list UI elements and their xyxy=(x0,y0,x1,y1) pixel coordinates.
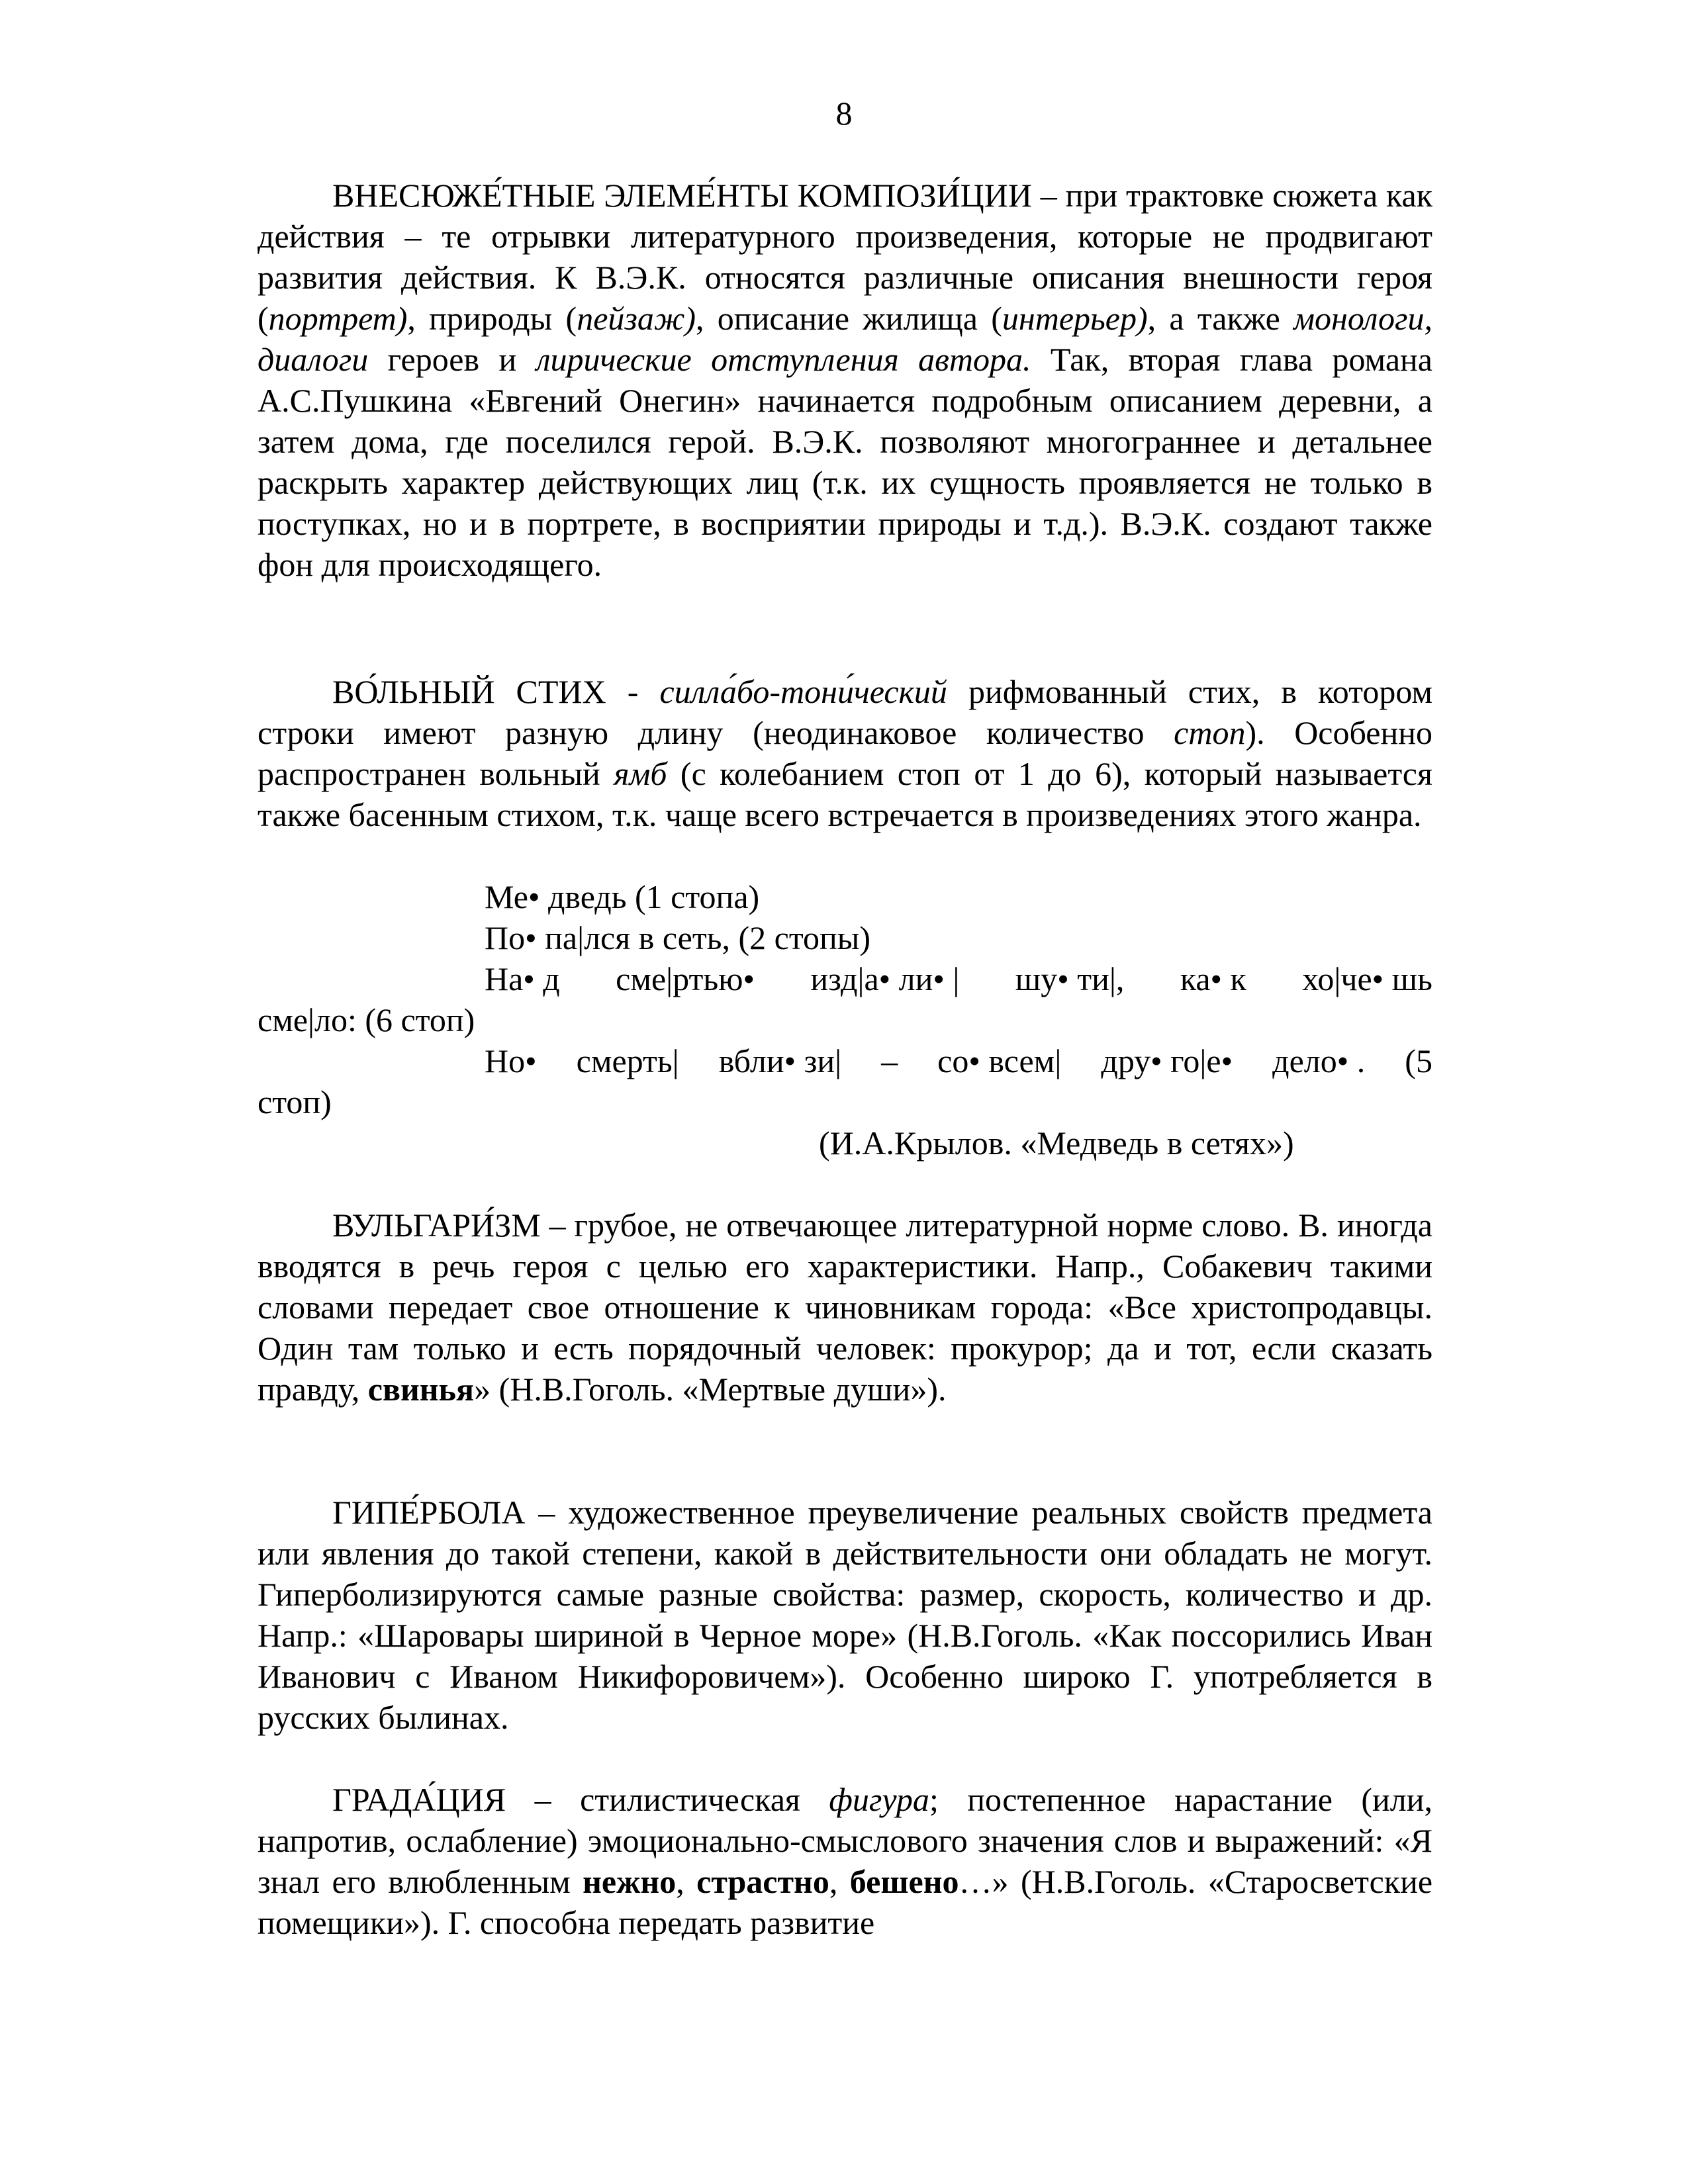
entry-term: ГИПЕ́РБОЛА xyxy=(332,1494,526,1531)
entry-volny-stikh: ВО́ЛЬНЫЙ СТИХ - силла́бо-тони́ческий рифмованный стих, в котором строки имеют разную длину (неодинаковое количество стоп). Особенно распространен вольный ямб (с колебанием стоп от 1 до 6), который называется также басенным стихом, т.к. чаще всего встречается в произведениях этого жанра. xyxy=(258,673,1433,833)
verse-source: (И.А.Крылов. «Медведь в сетях») xyxy=(819,1124,1294,1161)
term-reference: пейзаж) xyxy=(577,300,696,337)
emphasis: страстно xyxy=(696,1863,829,1900)
emphasis: свинья xyxy=(367,1371,475,1408)
term-reference: стоп xyxy=(1174,714,1246,751)
term-reference: лирические отступления автора. xyxy=(536,341,1031,378)
entry-gradatsiya: ГРАДА́ЦИЯ – стилистическая фигура; постепенное нарастание (или, напротив, ослабление) эмоционально-смыслового значения слов и выражений: «Я знал его влюбленным нежно, страстно, бешено…» (Н.В.Гоголь. «Старосветские помещики»). Г. способна передать развитие xyxy=(258,1781,1433,1941)
verse-line: Но• смерть| вбли• зи| – со• всем| дру• го|е• дело• . (5 xyxy=(485,1042,1432,1079)
entry-term: ВУЛЬГАРИ́ЗМ xyxy=(332,1206,541,1244)
term-reference: монологи, диалоги xyxy=(258,300,1432,378)
term-reference: портрет) xyxy=(268,300,408,337)
verse-line: сме|ло: (6 стоп) xyxy=(258,1001,475,1038)
entry-vnesyuzhetnye-elementy: ВНЕСЮЖЕ́ТНЫЕ ЭЛЕМЕ́НТЫ КОМПОЗИ́ЦИИ – при трактовке сюжета как действия – те отрывки литературного произведения, которые не продвигают развития действия. К В.Э.К. относятся различные описания внешности героя (портрет), природы (пейзаж), описание жилища (интерьер), а также монологи, диалоги героев и лирические отступления автора. Так, вторая глава романа А.С.Пушкина «Евгений Онегин» начинается подробным описанием деревни, а затем дома, где поселился герой. В.Э.К. позволяют многограннее и детальнее раскрыть характер действующих лиц (т.к. их сущность проявляется не только в поступках, но и в портрете, в восприятии природы и т.д.). В.Э.К. создают также фон для происходящего. xyxy=(258,177,1432,583)
page-number: 8 xyxy=(835,95,853,132)
verse-example xyxy=(258,876,1432,1122)
term-reference: фигура xyxy=(829,1781,929,1818)
term-reference: интерьер) xyxy=(1002,300,1148,337)
emphasis: нежно xyxy=(583,1863,677,1900)
term-reference: силла́бо-тони́ческий xyxy=(659,673,947,710)
verse-line: Ме• дведь (1 стопа) xyxy=(485,878,760,915)
verse-line: На• д сме|ртью• изд|а• ли• | шу• ти|, ка• к хо|че• шь xyxy=(485,960,1432,997)
entry-term: ВНЕСЮЖЕ́ТНЫЕ ЭЛЕМЕ́НТЫ КОМПОЗИ́ЦИИ xyxy=(332,177,1032,214)
entry-term: ВО́ЛЬНЫЙ СТИХ xyxy=(332,673,606,710)
entry-giperbola: ГИПЕ́РБОЛА – художественное преувеличение реальных свойств предмета или явления до такой степени, какой в действительности они обладать не могут. Гиперболизируются самые разные свойства: размер, скорость, количество и др. Напр.: «Шаровары шириной в Черное море» (Н.В.Гоголь. «Как поссорились Иван Иванович с Иваном Никифоровичем»). Особенно широко Г. употребляется в русских былинах. xyxy=(258,1494,1432,1736)
entry-term: ГРАДА́ЦИЯ xyxy=(332,1781,506,1818)
verse-line: стоп) xyxy=(258,1083,332,1120)
entry-vulgarizm: ВУЛЬГАРИ́ЗМ – грубое, не отвечающее литературной норме слово. В. иногда вводятся в речь героя с целью его характеристики. Напр., Собакевич такими словами передает свое отношение к чиновникам города: «Все христопродавцы. Один там только и есть порядочный человек: прокурор; да и тот, если сказать правду, свинья» (Н.В.Гоголь. «Мертвые души»). xyxy=(258,1206,1432,1408)
verse-line: По• па|лся в сеть, (2 стопы) xyxy=(485,919,871,956)
emphasis: бешено xyxy=(849,1863,959,1900)
term-reference: ямб xyxy=(614,755,667,792)
